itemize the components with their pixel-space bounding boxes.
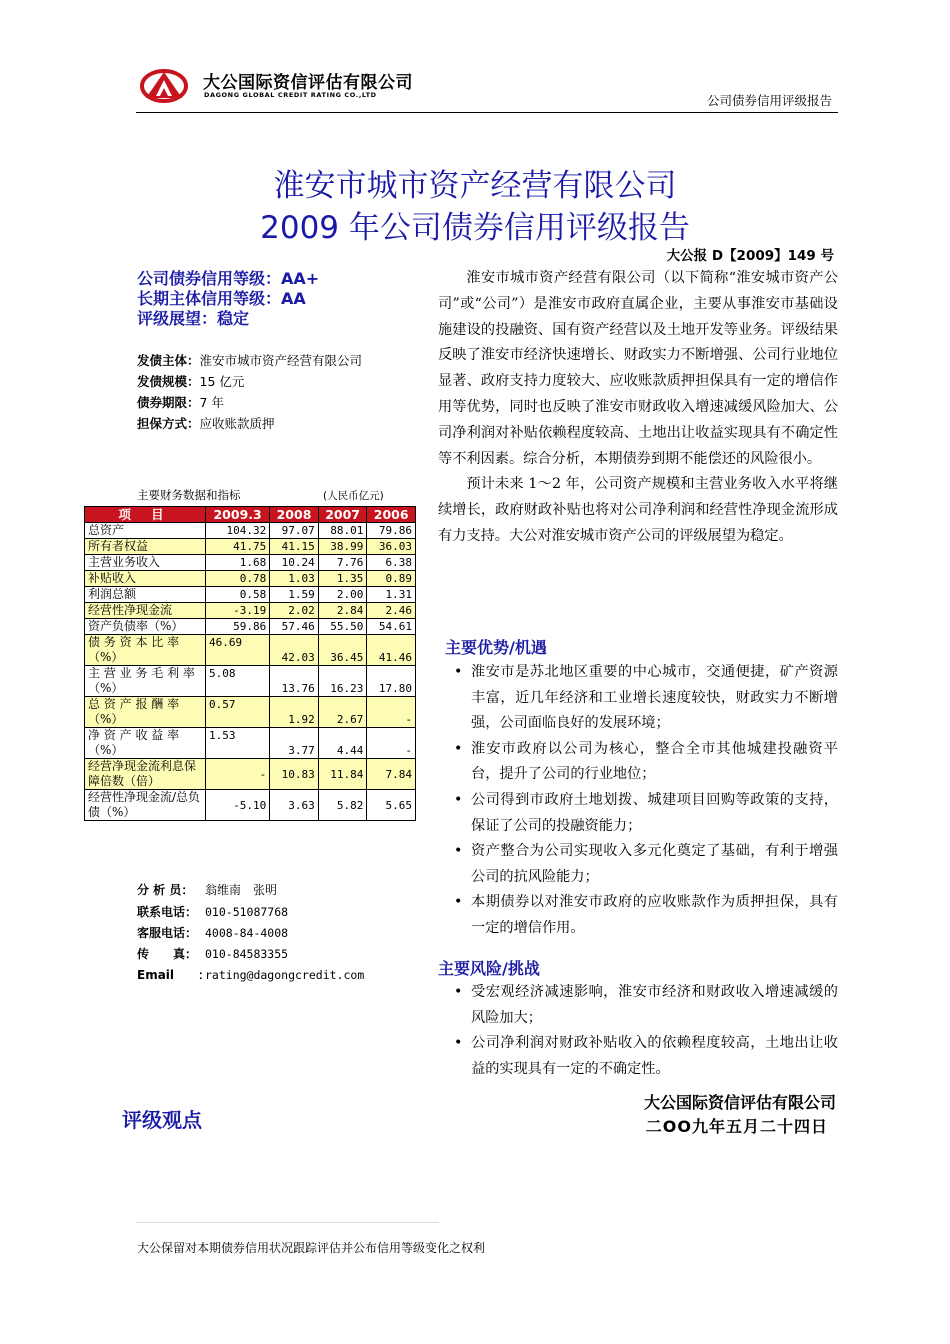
cell: 0.89 (367, 571, 416, 587)
col-header-2006: 2006 (367, 507, 416, 523)
rating-outlook: 评级展望：稳定 (137, 309, 250, 328)
summary-paragraph-1: 淮安市城市资产经营有限公司（以下简称“淮安城市资产公司”或“公司”）是淮安市政府直属企业，主要从事淮安市基础设施建设的投融资、国有资产经营以及土地开发等业务。评级结果反映了淮安市经济快速增长、财政实力不断增强、公司行业地位显著、政府支持力度较大、应收账款质押担保具有一定的增信作用等优势，同时也反映了淮安市财政收入增速减缓风险加大、公司净利润对补贴依赖程度较高、土地出让收益实现具有不确定性等不利因素。综合分析，本期债券到期不能偿还的风险很小。 (438, 270, 838, 467)
list-item: • 本期债券以对淮安市政府的应收账款作为质押担保，具有一定的增信作用。 (450, 890, 838, 941)
cell: 5.08 (206, 666, 270, 697)
cell: 104.32 (206, 523, 270, 539)
table-row (85, 697, 416, 728)
viewpoint-heading: 评级观点 (122, 1108, 202, 1132)
opportunities-heading: 主要优势/机遇 (445, 638, 547, 657)
cell: 41.15 (270, 539, 319, 555)
cell: 1.03 (270, 571, 319, 587)
financials-title: 主要财务数据和指标 (137, 488, 241, 502)
cell: 1.59 (270, 587, 319, 603)
dagong-logo-icon (138, 66, 194, 106)
col-header-2007: 2007 (318, 507, 367, 523)
brand-name-cn: 大公国际资信评估有限公司 (203, 73, 413, 93)
row-label: 所有者权益 (85, 539, 206, 555)
issue-term: 债券期限：7 年 (137, 395, 224, 410)
cell: 4.44 (318, 728, 367, 759)
cell: 1.53 (206, 728, 270, 759)
cell: -5.10 (206, 790, 270, 821)
signature-company: 大公国际资信评估有限公司 (643, 1093, 836, 1112)
cell: 3.77 (270, 728, 319, 759)
cell: 79.86 (367, 523, 416, 539)
col-header-2009-3: 2009.3 (206, 507, 270, 523)
cell: 2.67 (318, 697, 367, 728)
table-row (85, 539, 416, 555)
cell: 41.46 (367, 635, 416, 666)
list-item: • 淮安市是苏北地区重要的中心城市，交通便捷，矿产资源丰富，近几年经济和工业增长速度较快，财政实力不断增强，公司面临良好的发展环境； (450, 660, 838, 737)
cell: 54.61 (367, 619, 416, 635)
cell: -3.19 (206, 603, 270, 619)
cell: 2.00 (318, 587, 367, 603)
issuer-rating: 长期主体信用等级：AA (137, 289, 306, 308)
row-label: 总 资 产 报 酬 率（%） (85, 697, 206, 728)
footer-divider (136, 1222, 439, 1223)
signature-date: 二OO九年五月二十四日 (645, 1117, 828, 1136)
cell: - (367, 697, 416, 728)
row-label: 资产负债率（%） (85, 619, 206, 635)
bond-rating: 公司债券信用等级：AA+ (137, 269, 320, 288)
brand-name-en: DAGONG GLOBAL CREDIT RATING CO.,LTD (204, 91, 377, 99)
row-label: 经营性净现金流/总负债（%） (85, 790, 206, 821)
cell: 6.38 (367, 555, 416, 571)
row-label: 债 务 资 本 比 率（%） (85, 635, 206, 666)
cell: 7.76 (318, 555, 367, 571)
contact-phone: 联系电话： 010-51087768 (137, 905, 289, 919)
cell: 13.76 (270, 666, 319, 697)
row-label: 净 资 产 收 益 率（%） (85, 728, 206, 759)
table-row (85, 759, 416, 790)
cell: 10.83 (270, 759, 319, 790)
cell: 17.80 (367, 666, 416, 697)
cell: 2.02 (270, 603, 319, 619)
cell: 36.45 (318, 635, 367, 666)
cell: 42.03 (270, 635, 319, 666)
cell: 16.23 (318, 666, 367, 697)
row-label: 经营性净现金流 (85, 603, 206, 619)
cell: 7.84 (367, 759, 416, 790)
contact-email: Email ：rating@dagongcredit.com (137, 968, 365, 982)
financials-unit: (人民币亿元) (323, 490, 384, 502)
contact-service: 客服电话： 4008-84-4008 (137, 926, 289, 940)
cell: 41.75 (206, 539, 270, 555)
financials-table (84, 506, 416, 821)
summary-paragraph-2: 预计未来 1～2 年，公司资产规模和主营业务收入水平将继续增长，政府财政补贴也将对公司净利润和经营性净现金流形成有力支持。大公对淮安城市资产公司的评级展望为稳定。 (438, 476, 838, 544)
cell: 0.57 (206, 697, 270, 728)
risks-list (450, 980, 838, 1082)
cell: 5.65 (367, 790, 416, 821)
cell: 46.69 (206, 635, 270, 666)
cell: 38.99 (318, 539, 367, 555)
cell: 2.46 (367, 603, 416, 619)
opportunities-list (450, 660, 838, 942)
cell: 3.63 (270, 790, 319, 821)
cell: 36.03 (367, 539, 416, 555)
cell: 97.07 (270, 523, 319, 539)
report-title-line2: 2009 年公司债券信用评级报告 (260, 210, 690, 246)
list-item: • 资产整合为公司实现收入多元化奠定了基础，有利于增强公司的抗风险能力； (450, 839, 838, 890)
col-header-2008: 2008 (270, 507, 319, 523)
cell: 88.01 (318, 523, 367, 539)
cell: 59.86 (206, 619, 270, 635)
row-label: 主 营 业 务 毛 利 率（%） (85, 666, 206, 697)
col-header-item: 项 目 (85, 507, 206, 523)
issue-size: 发债规模：15 亿元 (137, 374, 245, 389)
cell: 55.50 (318, 619, 367, 635)
risks-heading: 主要风险/挑战 (438, 959, 540, 978)
cell: 0.78 (206, 571, 270, 587)
cell: 57.46 (270, 619, 319, 635)
cell: 1.35 (318, 571, 367, 587)
list-item: • 公司得到市政府土地划拨、城建项目回购等政策的支持，保证了公司的投融资能力； (450, 788, 838, 839)
contact-analyst: 分 析 员： 翁维南 张明 (137, 883, 278, 897)
row-label: 补贴收入 (85, 571, 206, 587)
table-row (85, 619, 416, 635)
table-row (85, 555, 416, 571)
footer-note: 大公保留对本期债券信用状况跟踪评估并公布信用等级变化之权利 (137, 1241, 486, 1255)
issue-guarantee: 担保方式：应收账款质押 (137, 416, 275, 431)
header-report-type: 公司债券信用评级报告 (706, 93, 832, 108)
table-row (85, 587, 416, 603)
cell: - (367, 728, 416, 759)
table-row (85, 666, 416, 697)
cell: 11.84 (318, 759, 367, 790)
table-row (85, 603, 416, 619)
list-item: • 受宏观经济减速影响，淮安市经济和财政收入增速减缓的风险加大； (450, 980, 838, 1031)
row-label: 主营业务收入 (85, 555, 206, 571)
row-label: 经营净现金流利息保障倍数（倍） (85, 759, 206, 790)
cell: 5.82 (318, 790, 367, 821)
cell: 1.31 (367, 587, 416, 603)
cell: 0.58 (206, 587, 270, 603)
table-row (85, 728, 416, 759)
report-number: 大公报 D【2009】149 号 (666, 248, 834, 264)
header-divider (136, 112, 838, 113)
cell: 1.92 (270, 697, 319, 728)
contact-fax: 传 真： 010-84583355 (137, 947, 289, 961)
list-item: • 淮安市政府以公司为核心，整合全市其他城建投融资平台，提升了公司的行业地位； (450, 737, 838, 788)
table-header-row (85, 507, 416, 523)
row-label: 总资产 (85, 523, 206, 539)
table-row (85, 635, 416, 666)
cell: 10.24 (270, 555, 319, 571)
issue-issuer: 发债主体：淮安市城市资产经营有限公司 (137, 353, 363, 368)
report-title-line1: 淮安市城市资产经营有限公司 (273, 168, 677, 204)
cell: 1.68 (206, 555, 270, 571)
row-label: 利润总额 (85, 587, 206, 603)
cell: 2.84 (318, 603, 367, 619)
summary-text (438, 266, 838, 550)
cell: - (206, 759, 270, 790)
table-row (85, 790, 416, 821)
table-row (85, 571, 416, 587)
table-row (85, 523, 416, 539)
list-item: • 公司净利润对财政补贴收入的依赖程度较高，土地出让收益的实现具有一定的不确定性。 (450, 1031, 838, 1082)
